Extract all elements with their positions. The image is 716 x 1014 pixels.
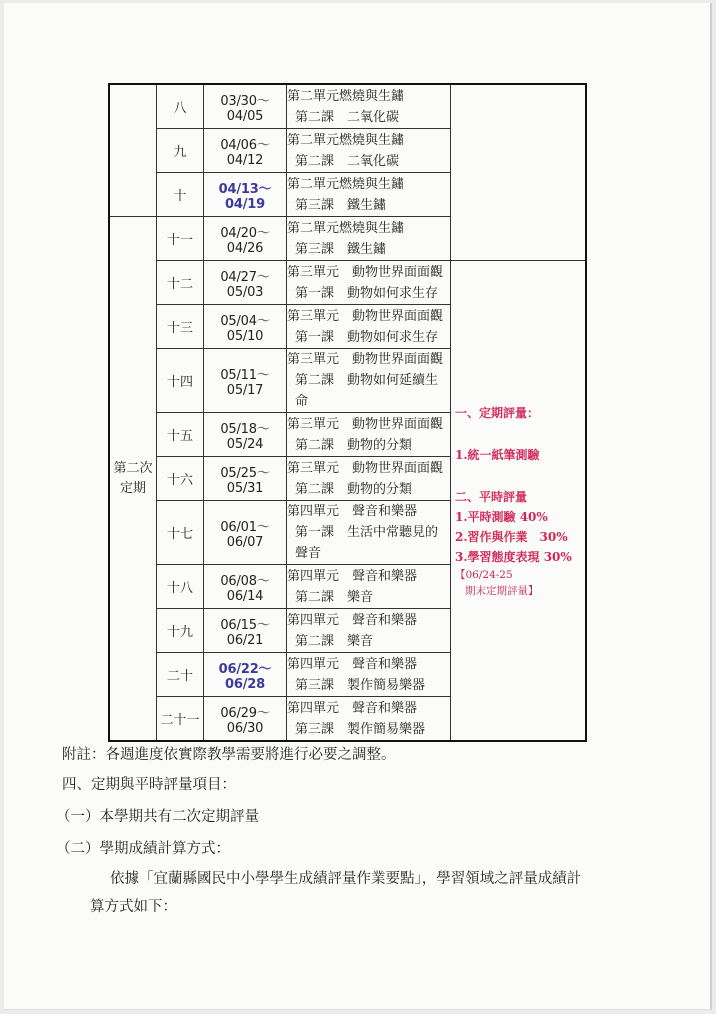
unit-title: 第三單元 動物世界面面觀 (287, 352, 444, 367)
paragraph-line-2: 算方式如下： (90, 899, 177, 915)
unit-title: 第三單元 動物世界面面觀 (287, 460, 444, 476)
unit-content (287, 501, 451, 565)
lesson-title: 第二課 動物的分類 (295, 481, 413, 497)
lesson-title: 第二課 二氧化碳 (295, 109, 400, 125)
note-attitude-weight: 3.學習態度表現 30% (455, 549, 572, 564)
unit-content (287, 565, 451, 609)
note-regular-assessment: 一、定期評量： (455, 405, 540, 420)
week-number: 十六 (157, 457, 204, 501)
week-dates: 04/13～04/19 (204, 173, 287, 217)
unit-title: 第三單元 動物世界面面觀 (287, 308, 444, 324)
lesson-title: 第一課 生活中常聽見的聲音 (295, 525, 439, 561)
week-number: 十一 (157, 217, 204, 261)
week-dates: 06/29～06/30 (204, 697, 287, 742)
lesson-title: 第一課 動物如何求生存 (295, 329, 439, 345)
period-label-line1: 第二次 (113, 460, 153, 476)
week-number: 八 (157, 84, 204, 129)
lesson-title: 第三課 鐵生鏽 (295, 241, 387, 257)
lesson-title: 第三課 製作簡易樂器 (295, 677, 426, 693)
note-written-test: 1.統一紙筆測驗 (455, 447, 540, 462)
lesson-title: 第二課 動物如何延續生命 (295, 373, 439, 409)
unit-content (287, 349, 451, 413)
item-one: （一）本學期共有二次定期評量 (56, 809, 259, 825)
week-dates: 04/20～04/26 (204, 217, 287, 261)
unit-title: 第四單元 聲音和樂器 (287, 656, 418, 672)
unit-title: 第三單元 動物世界面面觀 (287, 264, 444, 280)
notes-cell-blank (451, 84, 587, 261)
week-dates: 05/25～05/31 (204, 457, 287, 501)
unit-content (287, 697, 451, 742)
week-dates: 05/11～05/17 (204, 349, 287, 413)
unit-title: 第二單元燃燒與生鏽 (287, 220, 405, 236)
week-number: 二十 (157, 653, 204, 697)
week-dates: 06/15～06/21 (204, 609, 287, 653)
week-dates: 03/30～04/05 (204, 84, 287, 129)
item-two: （二）學期成績計算方式： (56, 841, 230, 857)
lesson-title: 第三課 鐵生鏽 (295, 197, 387, 213)
schedule-table (108, 83, 587, 742)
unit-title: 第二單元燃燒與生鏽 (287, 132, 405, 148)
period-label-line2: 定期 (119, 480, 146, 496)
period-cell-blank (109, 84, 157, 217)
unit-content (287, 129, 451, 173)
lesson-title: 第二課 二氧化碳 (295, 153, 400, 169)
week-dates: 04/06～04/12 (204, 129, 287, 173)
table-row (109, 261, 586, 305)
assessment-notes (451, 261, 587, 742)
paragraph-line-1: 依據「宜蘭縣國民中小學學生成績評量作業要點」，學習領域之評量成績計 (110, 871, 582, 887)
section-four-heading: 四、定期與平時評量項目： (62, 777, 236, 793)
unit-title: 第四單元 聲音和樂器 (287, 700, 418, 716)
week-dates: 05/04～05/10 (204, 305, 287, 349)
unit-content (287, 457, 451, 501)
unit-content (287, 305, 451, 349)
week-number: 十九 (157, 609, 204, 653)
note-daily-assessment: 二、平時評量 (455, 489, 528, 504)
document-page (4, 3, 712, 1010)
period-cell-second-exam (109, 217, 157, 742)
week-number: 十八 (157, 565, 204, 609)
note-final-exam-date: 【06/24-25 (455, 568, 513, 581)
lesson-title: 第二課 樂音 (295, 633, 374, 649)
week-number: 十五 (157, 413, 204, 457)
week-number: 二十一 (157, 697, 204, 742)
week-dates: 05/18～05/24 (204, 413, 287, 457)
unit-content (287, 413, 451, 457)
week-dates: 06/22～06/28 (204, 653, 287, 697)
unit-content (287, 261, 451, 305)
note-homework-weight: 2.習作與作業 30% (455, 529, 568, 544)
note-final-exam-label: 期末定期評量】 (465, 584, 539, 597)
unit-title: 第二單元燃燒與生鏽 (287, 88, 405, 104)
unit-content (287, 173, 451, 217)
unit-title: 第三單元 動物世界面面觀 (287, 416, 444, 432)
lesson-title: 第二課 樂音 (295, 589, 374, 605)
lesson-title: 第三課 製作簡易樂器 (295, 721, 426, 737)
week-number: 十四 (157, 349, 204, 413)
lesson-title: 第一課 動物如何求生存 (295, 285, 439, 301)
unit-title: 第四單元 聲音和樂器 (287, 504, 418, 519)
week-number: 十三 (157, 305, 204, 349)
unit-content (287, 217, 451, 261)
unit-content (287, 609, 451, 653)
week-number: 十七 (157, 501, 204, 565)
note-quiz-weight: 1.平時測驗 40% (455, 509, 548, 524)
unit-content (287, 653, 451, 697)
week-dates: 04/27～05/03 (204, 261, 287, 305)
lesson-title: 第二課 動物的分類 (295, 437, 413, 453)
adjustment-note: 附註：各週進度依實際教學需要將進行必要之調整。 (62, 747, 396, 763)
unit-content (287, 84, 451, 129)
table-row (109, 84, 586, 129)
unit-title: 第四單元 聲音和樂器 (287, 568, 418, 584)
unit-title: 第四單元 聲音和樂器 (287, 612, 418, 628)
week-number: 九 (157, 129, 204, 173)
week-dates: 06/08～06/14 (204, 565, 287, 609)
week-dates: 06/01～06/07 (204, 501, 287, 565)
week-number: 十 (157, 173, 204, 217)
unit-title: 第二單元燃燒與生鏽 (287, 176, 405, 192)
week-number: 十二 (157, 261, 204, 305)
